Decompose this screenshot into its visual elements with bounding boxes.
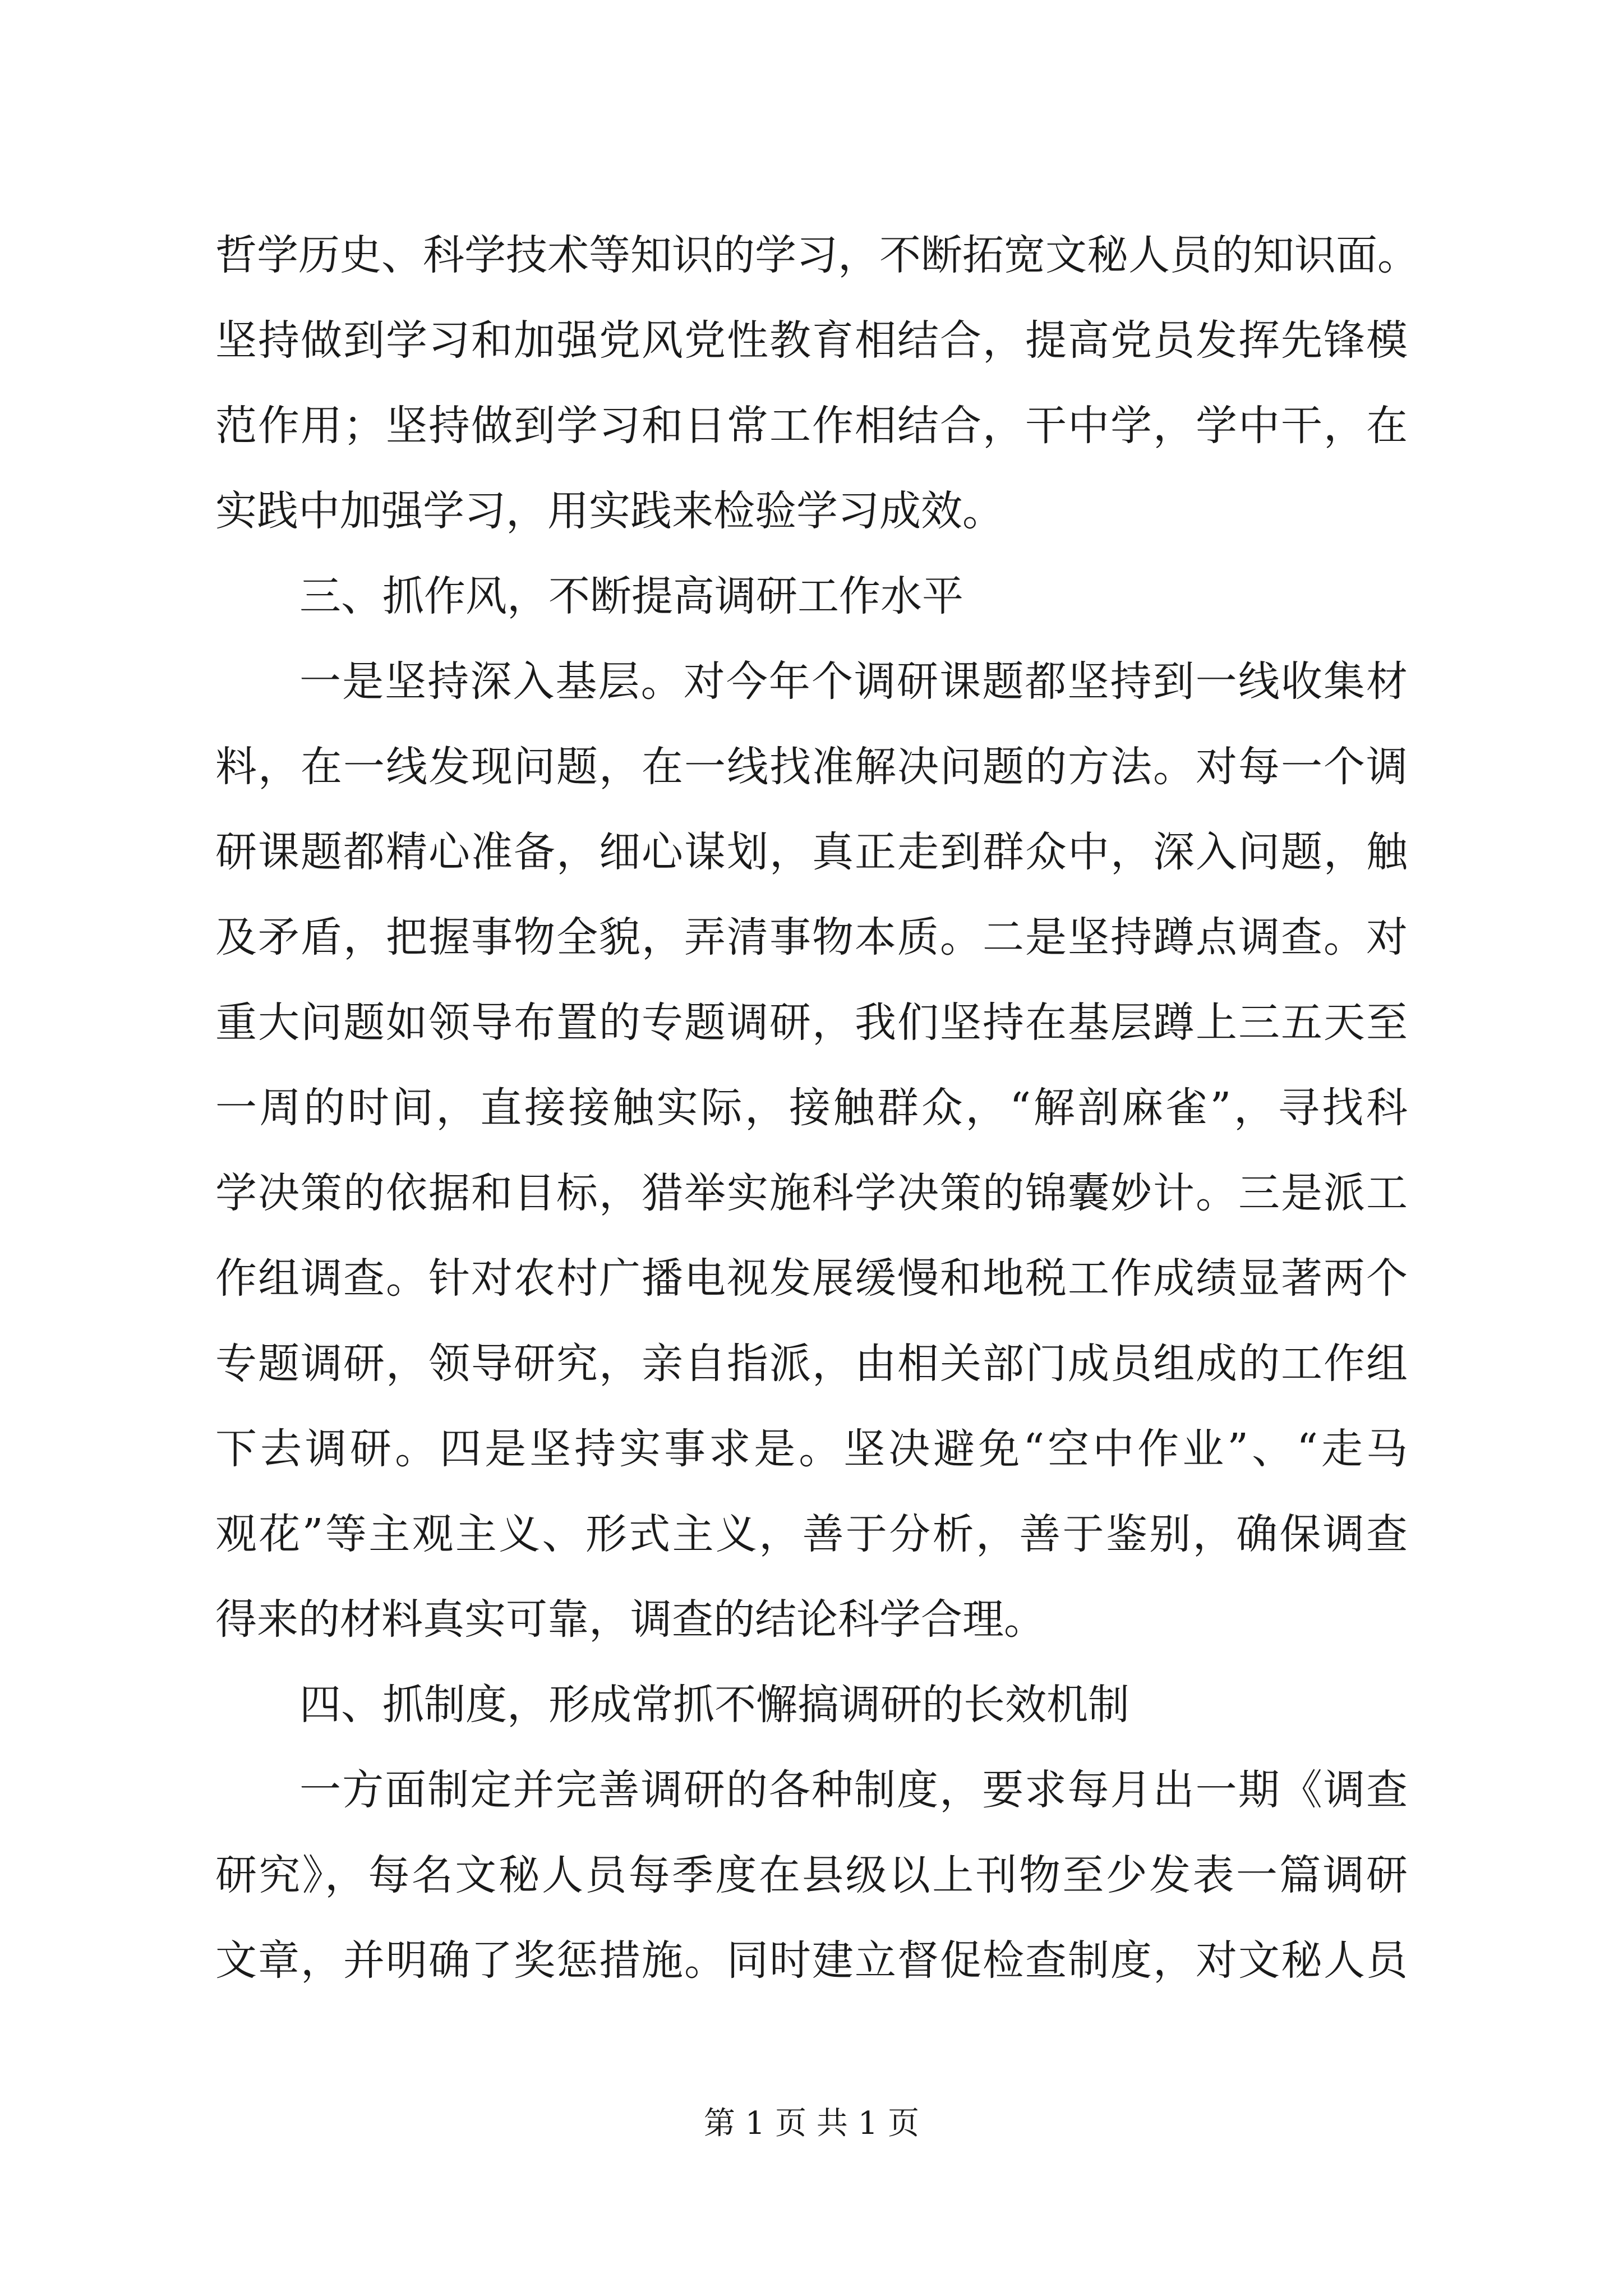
text-line: 学决策的依据和目标，猎举实施科学决策的锦囊妙计。三是派工 [215,1169,1408,1217]
section-heading: 四、抓制度，形成常抓不懈搞调研的长效机制 [299,1681,1129,1729]
text-line: 料，在一线发现问题，在一线找准解决问题的方法。对每一个调 [215,743,1408,791]
section-heading: 三、抓作风，不断提高调研工作水平 [299,572,963,620]
text-line: 作组调查。针对农村广播电视发展缓慢和地税工作成绩显著两个 [215,1254,1408,1303]
text-line: 下去调研。四是坚持实事求是。坚决避免“空中作业”、“走马 [215,1425,1408,1473]
paragraph-first-line: 一是坚持深入基层。对今年个调研课题都坚持到一线收集材 [299,657,1408,706]
text-line: 研课题都精心准备，细心谋划，真正走到群众中，深入问题，触 [215,828,1408,876]
text-line: 范作用；坚持做到学习和日常工作相结合，干中学，学中干，在 [215,402,1408,450]
text-line: 一周的时间，直接接触实际，接触群众，“解剖麻雀”，寻找科 [215,1084,1408,1132]
text-line: 专题调研，领导研究，亲自指派，由相关部门成员组成的工作组 [215,1340,1408,1388]
text-line: 观花”等主观主义、形式主义，善于分析，善于鉴别，确保调查 [215,1510,1408,1558]
page-footer: 第 1 页 共 1 页 [703,2105,920,2142]
text-line: 研究》，每名文秘人员每季度在县级以上刊物至少发表一篇调研 [215,1851,1408,1899]
text-line: 哲学历史、科学技术等知识的学习，不断拓宽文秘人员的知识面。 [215,231,1419,279]
text-line: 得来的材料真实可靠，调查的结论科学合理。 [215,1595,1045,1644]
text-line: 文章，并明确了奖惩措施。同时建立督促检查制度，对文秘人员 [215,1936,1408,1985]
text-line: 实践中加强学习，用实践来检验学习成效。 [215,487,1004,535]
paragraph-first-line: 一方面制定并完善调研的各种制度，要求每月出一期《调查 [299,1766,1408,1814]
text-line: 重大问题如领导布置的专题调研，我们坚持在基层蹲上三五天至 [215,999,1408,1047]
text-line: 及矛盾，把握事物全貌，弄清事物本质。二是坚持蹲点调查。对 [215,913,1408,961]
text-line: 坚持做到学习和加强党风党性教育相结合，提高党员发挥先锋模 [215,316,1408,365]
